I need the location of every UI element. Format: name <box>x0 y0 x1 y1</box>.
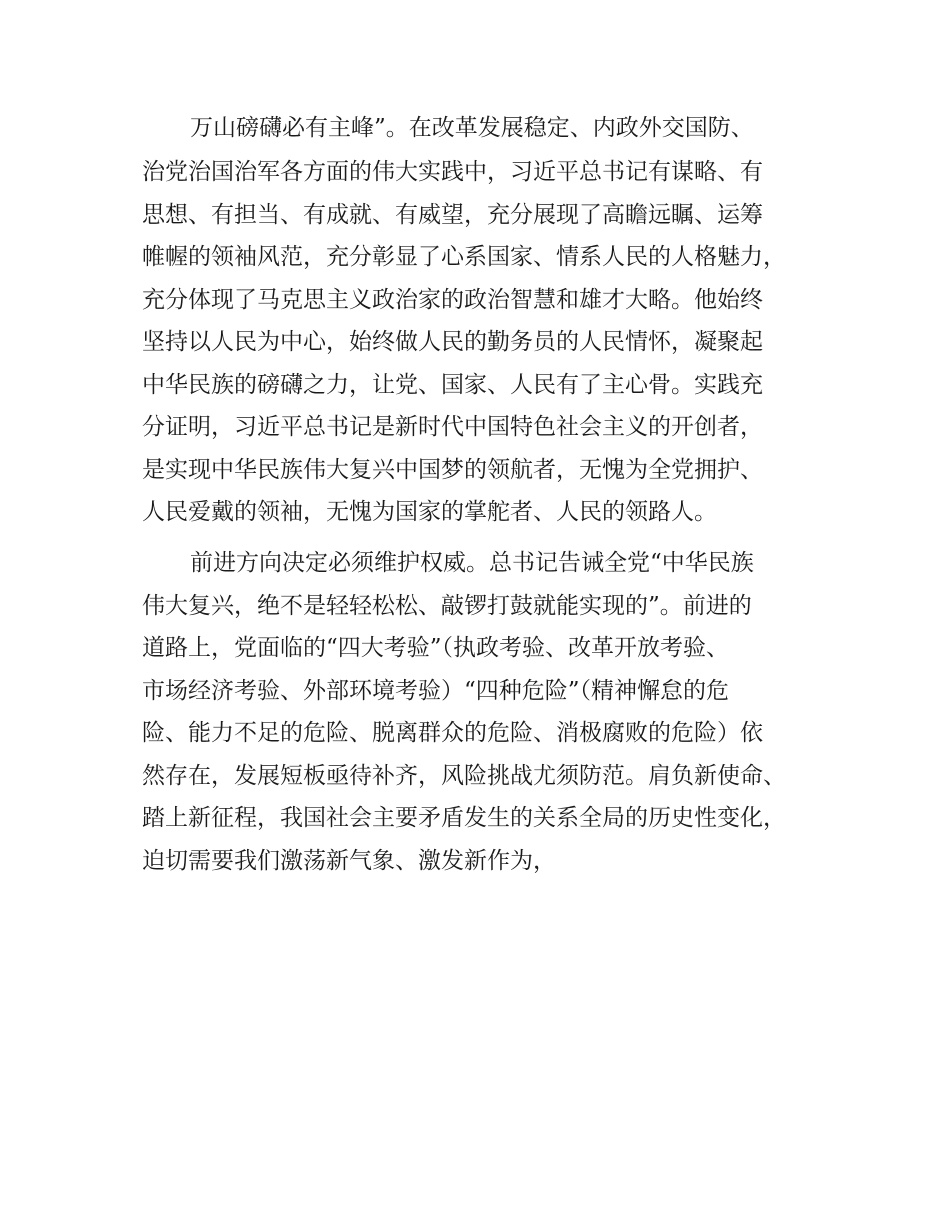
paragraph-1-line-8: 分证明，习近平总书记是新时代中国特色社会主义的开创者， <box>142 414 763 440</box>
paragraph-1-line-5: 充分体现了马克思主义政治家的政治智慧和雄才大略。他始终 <box>142 287 763 313</box>
paragraph-2-line-7: 踏上新征程，我国社会主要矛盾发生的关系全局的历史性变化， <box>142 805 786 831</box>
paragraph-1-line-7: 中华民族的磅礴之力，让党、国家、人民有了主心骨。实践充 <box>142 372 763 398</box>
paragraph-1-line-4: 帷幄的领袖风范，充分彰显了心系国家、情系人民的人格魅力， <box>142 244 786 270</box>
paragraph-2-line-2: 伟大复兴，绝不是轻轻松松、敲锣打鼓就能实现的”。前进的 <box>142 593 752 619</box>
paragraph-2-line-3: 道路上，党面临的“四大考验”（执政考验、改革开放考验、 <box>142 635 730 661</box>
paragraph-2-line-1: 前进方向决定必须维护权威。总书记告诫全党“中华民族 <box>190 550 754 576</box>
paragraph-1-line-3: 思想、有担当、有成就、有威望，充分展现了高瞻远瞩、运筹 <box>142 202 763 228</box>
paragraph-2-line-5: 险、能力不足的危险、脱离群众的危险、消极腐败的危险）依 <box>142 720 763 746</box>
paragraph-1-line-6: 坚持以人民为中心，始终做人民的勤务员的人民情怀，凝聚起 <box>142 329 763 355</box>
paragraph-2-line-8: 迫切需要我们激荡新气象、激发新作为， <box>142 848 556 874</box>
paragraph-1-line-9: 是实现中华民族伟大复兴中国梦的领航者，无愧为全党拥护、 <box>142 457 763 483</box>
paragraph-2-line-6: 然存在，发展短板亟待补齐，风险挑战尤须防范。肩负新使命、 <box>142 763 786 789</box>
paragraph-1-line-2: 治党治国治军各方面的伟大实践中，习近平总书记有谋略、有 <box>142 159 763 185</box>
paragraph-1-line-10: 人民爱戴的领袖，无愧为国家的掌舵者、人民的领路人。 <box>142 499 717 525</box>
paragraph-1-line-1: 万山磅礴必有主峰”。在改革发展稳定、内政外交国防、 <box>190 115 754 141</box>
paragraph-2-line-4: 市场经济考验、外部环境考验）“四种危险”（精神懈怠的危 <box>142 678 730 704</box>
